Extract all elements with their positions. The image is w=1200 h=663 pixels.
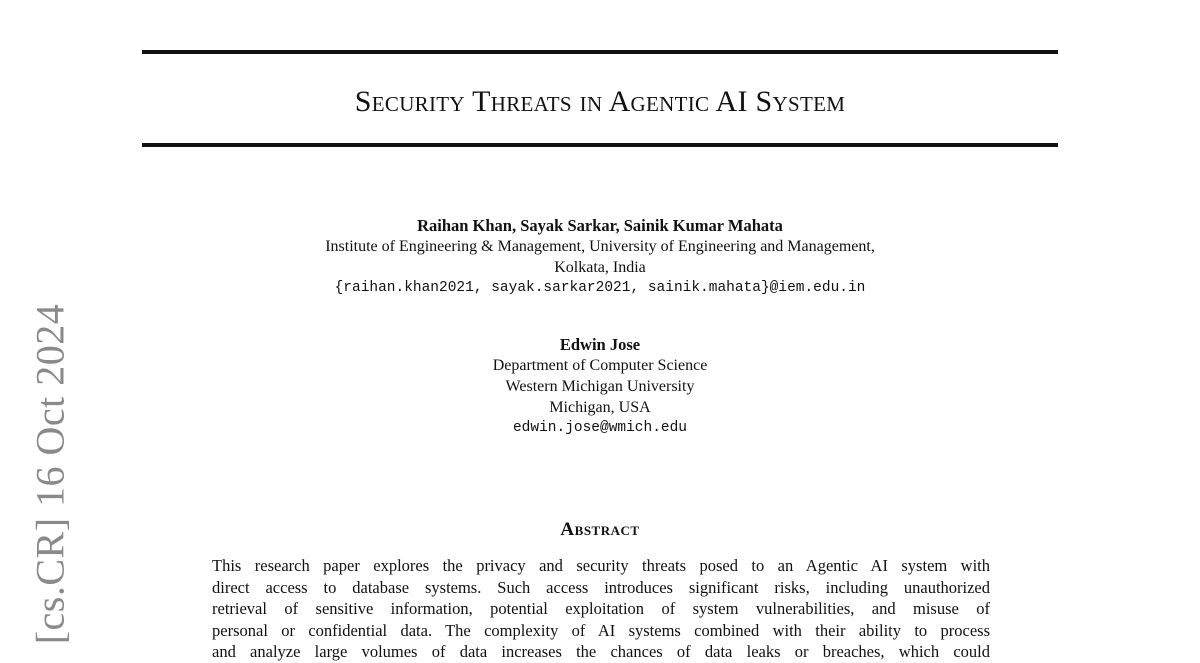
author-email: {raihan.khan2021, sayak.sarkar2021, sainik.mahata}@iem.edu.in [334,280,866,296]
author-affiliation-line: Kolkata, India [554,259,646,276]
author-block-2 [142,334,1058,439]
title-bottom-rule [142,143,1058,147]
title-top-rule [142,50,1058,54]
abstract-line: direct access to database systems. Such access introduces significant risks, including unauthorized [212,577,990,597]
abstract-line: personal or confidential data. The complexity of AI systems combined with their ability to process [212,620,990,640]
abstract-line: retrieval of sensitive information, potential exploitation of system vulnerabilities, and misuse of [212,599,990,618]
abstract-body [212,555,990,663]
author-affiliation-line: Western Michigan University [505,378,695,395]
author-affiliation-line: Department of Computer Science [492,357,708,374]
author-email: edwin.jose@wmich.edu [512,420,688,436]
abstract-heading: Abstract [560,519,640,540]
abstract-line: This research paper explores the privacy and security threats posed to an Agentic AI system with [212,556,990,575]
author-block-1 [142,215,1058,299]
paper-title: Security Threats in Agentic AI System [354,85,846,118]
author-affiliation-line: Institute of Engineering & Management, University of Engineering and Management, [325,238,875,255]
arxiv-side-stamp: [cs.CR] 16 Oct 2024 [27,303,73,645]
author-affiliation-line: Michigan, USA [549,399,651,416]
abstract-line: and analyze large volumes of data increases the chances of data leaks or breaches, which could [212,642,990,661]
author-names: Raihan Khan, Sayak Sarkar, Sainik Kumar Mahata [417,216,783,235]
author-names: Edwin Jose [559,335,641,354]
